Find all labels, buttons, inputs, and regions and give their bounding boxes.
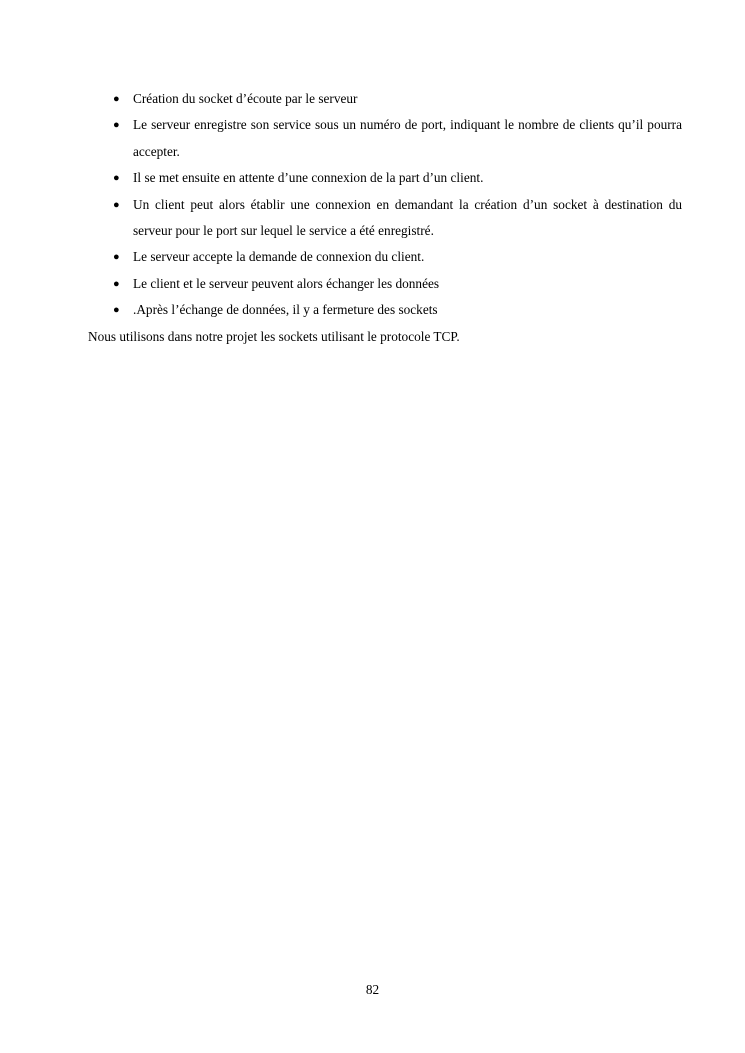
list-item-text: .Après l’échange de données, il y a fermeture des sockets <box>133 302 438 318</box>
list-item-text: Le client et le serveur peuvent alors échanger les données <box>133 275 440 291</box>
bullet-icon: ● <box>113 304 120 317</box>
closing-paragraph: Nous utilisons dans notre projet les sockets utilisant le protocole TCP. <box>88 328 460 344</box>
list-item <box>88 192 682 245</box>
bullet-list <box>88 86 682 324</box>
bullet-icon: ● <box>113 251 120 264</box>
bullet-icon: ● <box>113 119 120 132</box>
list-item-text: Création du socket d’écoute par le serveur <box>133 91 358 106</box>
list-item <box>88 297 682 323</box>
list-item <box>88 244 682 270</box>
list-item <box>88 112 682 165</box>
bullet-icon: ● <box>113 93 120 105</box>
list-item-text: Le serveur enregistre son service sous un numéro de port, indiquant le nombre de clients qu’il pourra accepter. <box>133 117 682 159</box>
list-item <box>88 271 682 297</box>
list-item-text: Le serveur accepte la demande de connexion du client. <box>133 249 425 265</box>
page-content <box>88 86 682 350</box>
bullet-icon: ● <box>113 172 120 185</box>
list-item-text: Un client peut alors établir une connexion en demandant la création d’un socket à destination du serveur pour le port sur lequel le service a été enregistré. <box>133 196 682 239</box>
list-item-text: Il se met ensuite en attente d’une connexion de la part d’un client. <box>133 170 484 186</box>
list-item <box>88 165 682 191</box>
bullet-icon: ● <box>113 277 120 290</box>
page-number: 82 <box>365 982 380 997</box>
list-item <box>88 86 682 112</box>
bullet-icon: ● <box>113 198 120 211</box>
